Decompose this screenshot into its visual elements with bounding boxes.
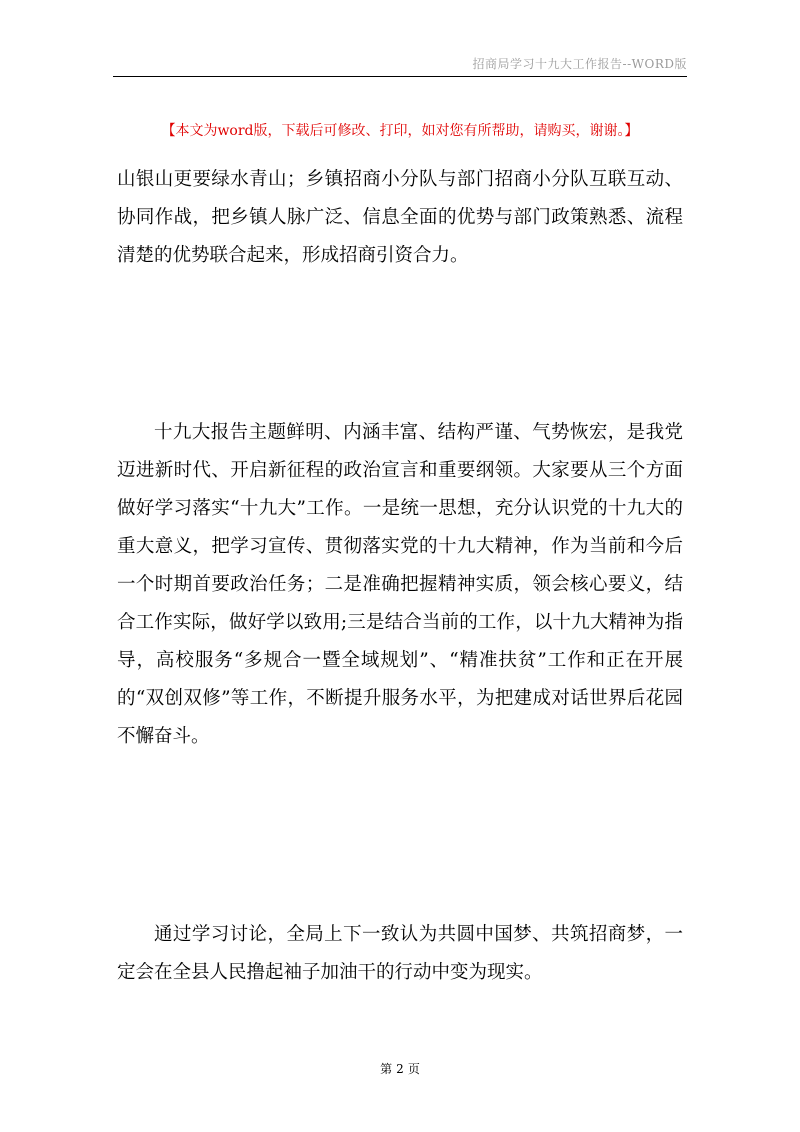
paragraph-1: 山银山更要绿水青山；乡镇招商小分队与部门招商小分队互联互动、协同作战，把乡镇人脉广泛、信息全面的优势与部门政策熟悉、流程清楚的优势联合起来，形成招商引资合力。	[117, 169, 683, 266]
download-notice: 【本文为word版，下载后可修改、打印，如对您有所帮助，请购买，谢谢。】	[161, 123, 639, 139]
paragraph-2: 十九大报告主题鲜明、内涵丰富、结构严谨、气势恢宏，是我党迈进新时代、开启新征程的政治宣言和重要纲领。大家要从三个方面做好学习落实“十九大”工作。一是统一思想，充分认识党的十九大的重大意义，把学习宣传、贯彻落实党的十九大精神，作为当前和今后一个时期首要政治任务；二是准确把握精神实质，领会核心要义，结合工作实际，做好学以致用;三是结合当前的工作，以十九大精神为指导，高校服务“多规合一暨全域规划”、“精准扶贫”工作和正在开展的“双创双修”等工作，不断提升服务水平，为把建成对话世界后花园不懈奋斗。	[117, 422, 683, 747]
page-header: 招商局学习十九大工作报告--WORD版	[472, 57, 687, 71]
page-number-suffix: 页	[407, 1062, 420, 1076]
paragraph-3: 通过学习讨论，全局上下一致认为共圆中国梦、共筑招商梦，一定会在全县人民撸起袖子加油干的行动中变为现实。	[117, 924, 683, 983]
page-footer	[0, 1060, 800, 1077]
page-number-prefix: 第	[380, 1062, 393, 1076]
page-number: 2	[396, 1062, 404, 1076]
header-divider	[113, 76, 687, 77]
